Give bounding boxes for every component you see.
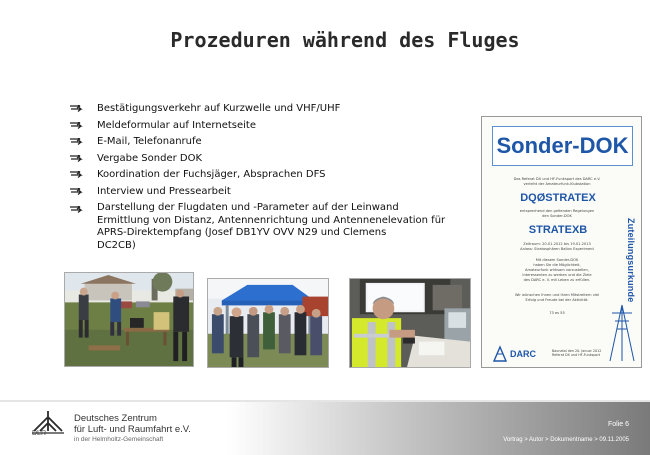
org-line-3: in der Helmholtz-Gemeinschaft — [74, 436, 164, 443]
certificate-wish-line: Erfolg und Freude bei der Aktivität. — [525, 298, 589, 302]
bullet-text: Bestätigungsverkehr auf Kurzwelle und VHF/UHF — [97, 103, 341, 114]
certificate-intro — [496, 177, 618, 187]
certificate-detail-line: Zeitraum: 20.01.2012 bis 19.01.2013 — [523, 242, 591, 246]
certificate-wish-line: Wir wünschen Ihnen und Ihren Mitstreitern viel — [514, 293, 600, 297]
org-line-1: Deutsches Zentrum — [74, 413, 157, 424]
bullet-text-line: Darstellung der Flugdaten und -Parameter auf der Leinwand — [97, 202, 399, 213]
certificate-footer-line: Referat DX und HF-Funksport — [552, 353, 601, 358]
bullet-text: Vergabe Sonder DOK — [97, 152, 203, 164]
bullet-item — [70, 134, 465, 151]
bullet-item — [70, 118, 465, 135]
certificate-footer — [552, 349, 618, 357]
certificate-header: Sonder-DOK — [492, 126, 633, 166]
bullet-text-line: APRS-Direktempfang (Josef DB1YV OVV N29 und Clemens — [97, 227, 387, 238]
bullet-text-line: DC2CB) — [97, 239, 136, 251]
bullet-arrow-icon — [70, 155, 84, 163]
slide-number: Folie 6 — [607, 421, 629, 428]
certificate-intro-line: verleiht der Amateurfunk-Klubstation — [523, 182, 591, 186]
certificate-footer-line: Baunatal den 20. Januar 2012 — [552, 349, 602, 353]
photo-field-team — [64, 272, 194, 367]
organization-name — [74, 413, 191, 444]
bullet-item — [70, 151, 465, 168]
bullet-arrow-icon — [70, 105, 84, 113]
certificate-intro-line: Das Referat DX und HF-Funksport des DARC e.V. — [513, 177, 601, 181]
bullet-item — [70, 101, 465, 118]
bullet-list — [70, 101, 465, 252]
bullet-text: Interview und Pressearbeit — [97, 185, 231, 197]
footer-breadcrumb: Vortrag > Autor > Dokumentname > 09.11.2005 — [503, 437, 629, 443]
bullet-arrow-icon — [70, 122, 84, 130]
slide-title: Prozeduren während des Fluges — [170, 28, 520, 52]
bullet-item — [70, 184, 465, 201]
bullet-text: Meldeformular auf Internetseite — [97, 119, 256, 131]
certificate-body-line: des DARC e. V. mit Leben zu erfüllen. — [523, 278, 591, 282]
bullet-arrow-icon — [70, 171, 84, 179]
bullet-arrow-icon — [70, 188, 84, 196]
bullet-item — [70, 167, 465, 184]
bullet-text-line: Ermittlung von Distanz, Antennenrichtung und Antennenelevation für — [97, 214, 446, 226]
certificate-body — [496, 258, 618, 283]
certificate-greeting: 73 es 55 — [549, 311, 565, 315]
bullet-arrow-icon — [70, 138, 84, 146]
bullet-text: Koordination der Fuchsjäger, Absprachen DFS — [97, 169, 326, 180]
certificate-body-line: Mit diesem Sonder-DOK — [535, 258, 579, 262]
darc-label: DARC — [510, 349, 536, 359]
certificate-body-line: Interessenten zu werben und die Ziele — [522, 273, 592, 277]
certificate-vertical-title: Zuteilungsurkunde — [626, 217, 636, 303]
certificate-body-line: Amateurfunk wirksam vorzustellen, — [525, 268, 589, 272]
dlr-logo-text: DLR — [32, 430, 47, 437]
sonder-dok-certificate — [481, 116, 642, 368]
certificate-mid-line: den Sonder-DOK — [542, 214, 572, 218]
certificate-detail-line: Anlass: Stratosphären Ballon Experiment — [520, 247, 594, 251]
bullet-arrow-icon — [70, 206, 84, 214]
certificate-dok: STRATEXB — [528, 224, 588, 236]
bullet-item-multiline — [70, 202, 465, 252]
footer-divider — [0, 400, 650, 402]
bullet-text: E-Mail, Telefonanrufe — [97, 136, 202, 147]
certificate-mid-line: entsprechend den geltenden Regelungen — [519, 209, 595, 213]
photo-tent-crowd — [207, 278, 329, 368]
certificate-wish — [496, 293, 618, 303]
photo-radio-operator — [349, 278, 471, 368]
certificate-mid — [496, 209, 618, 219]
certificate-body-line: haben Sie die Möglichkeit, — [533, 263, 581, 267]
certificate-details — [496, 242, 618, 252]
certificate-callsign: DQØSTRATEX — [520, 192, 596, 204]
org-line-2: für Luft- und Raumfahrt e.V. — [74, 424, 191, 435]
